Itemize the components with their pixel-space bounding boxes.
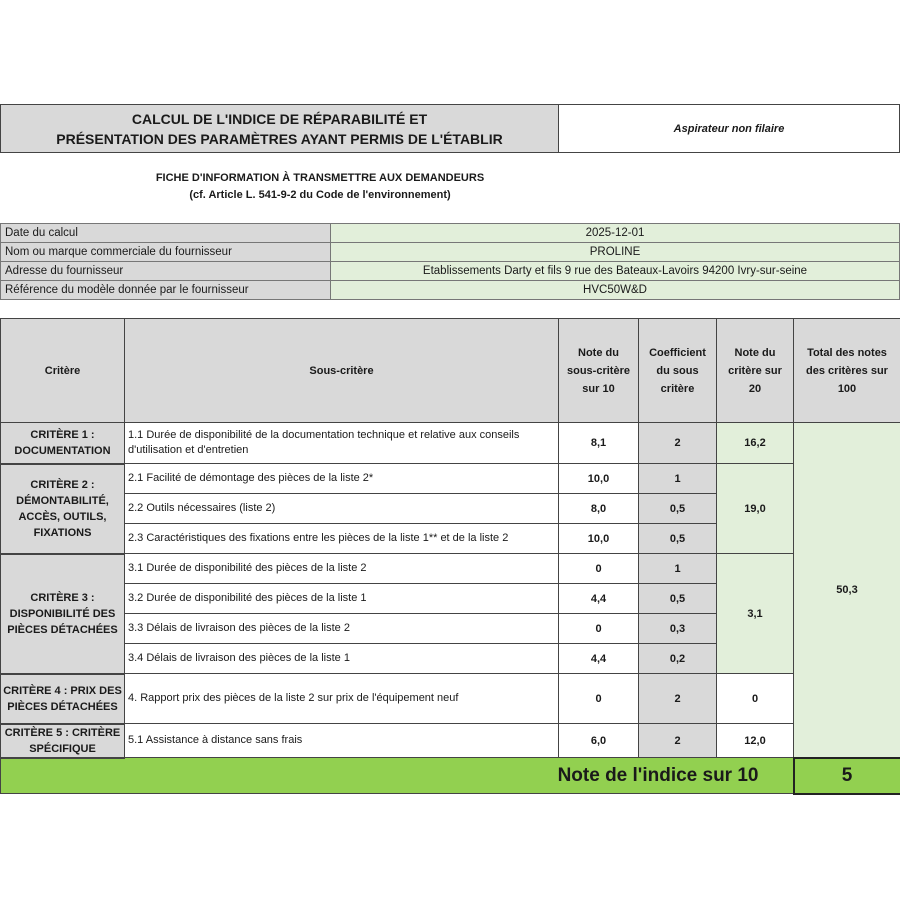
info-value: 2025-12-01 [331,224,900,243]
criterion-name: CRITÈRE 5 : CRITÈRE SPÉCIFIQUE [1,724,125,758]
sub-criterion-coef: 2 [639,674,717,724]
header-table [0,104,900,153]
col-coefficient: Coefficient du sous critère [639,319,717,423]
final-score: 5 [794,758,900,794]
sub-criterion-note: 4,4 [559,644,639,674]
sub-criterion-coef: 1 [639,554,717,584]
sub-criterion-note: 6,0 [559,724,639,758]
sub-criterion-coef: 0,5 [639,584,717,614]
col-note-critere: Note du critère sur 20 [717,319,794,423]
sub-criterion-label: 2.1 Facilité de démontage des pièces de la liste 2* [125,464,559,494]
info-label: Référence du modèle donnée par le fournisseur [1,281,331,300]
col-note-sous-critere: Note du sous-critère sur 10 [559,319,639,423]
fiche-heading [0,170,640,204]
col-critere: Critère [1,319,125,423]
sub-criterion-coef: 2 [639,423,717,464]
product-type: Aspirateur non filaire [559,105,900,153]
info-row [1,243,900,262]
fiche-line-2: (cf. Article L. 541-9-2 du Code de l'environnement) [189,189,451,201]
sub-criterion-label: 5.1 Assistance à distance sans frais [125,724,559,758]
sub-criterion-coef: 2 [639,724,717,758]
table-row [1,464,900,494]
criterion-note: 3,1 [717,554,794,674]
sub-criterion-label: 3.4 Délais de livraison des pièces de la liste 1 [125,644,559,674]
info-row [1,281,900,300]
criterion-name: CRITÈRE 4 : PRIX DES PIÈCES DÉTACHÉES [1,674,125,724]
title-line-1: CALCUL DE L'INDICE DE RÉPARABILITÉ ET [131,110,428,127]
sub-criterion-note: 0 [559,674,639,724]
sub-criterion-label: 3.1 Durée de disponibilité des pièces de la liste 2 [125,554,559,584]
document-title [1,105,559,153]
sub-criterion-coef: 1 [639,464,717,494]
supplier-info-table [0,223,900,300]
final-label: Note de l'indice sur 10 [1,758,794,794]
criterion-note: 16,2 [717,423,794,464]
info-value: Etablissements Darty et fils 9 rue des Bateaux-Lavoirs 94200 Ivry-sur-seine [331,262,900,281]
table-row [1,423,900,464]
criterion-name: CRITÈRE 2 : DÉMONTABILITÉ, ACCÈS, OUTILS, FIXATIONS [1,464,125,554]
sub-criterion-note: 8,1 [559,423,639,464]
info-row [1,224,900,243]
info-value: PROLINE [331,243,900,262]
info-row [1,262,900,281]
criterion-name: CRITÈRE 3 : DISPONIBILITÉ DES PIÈCES DÉTACHÉES [1,554,125,674]
sub-criterion-note: 0 [559,614,639,644]
criterion-note: 0 [717,674,794,724]
col-total: Total des notes des critères sur 100 [794,319,900,423]
sub-criterion-note: 8,0 [559,494,639,524]
sub-criterion-note: 10,0 [559,464,639,494]
info-value: HVC50W&D [331,281,900,300]
final-row [1,758,900,794]
table-row [1,724,900,758]
sub-criterion-note: 4,4 [559,584,639,614]
total-score: 50,3 [794,423,900,758]
col-sous-critere: Sous-critère [125,319,559,423]
title-line-2: PRÉSENTATION DES PARAMÈTRES AYANT PERMIS DE L'ÉTABLIR [56,130,503,147]
sub-criterion-coef: 0,5 [639,524,717,554]
sub-criterion-coef: 0,2 [639,644,717,674]
info-label: Nom ou marque commerciale du fournisseur [1,243,331,262]
criterion-note: 12,0 [717,724,794,758]
sub-criterion-note: 10,0 [559,524,639,554]
sub-criterion-note: 0 [559,554,639,584]
sub-criterion-coef: 0,5 [639,494,717,524]
table-row [1,554,900,584]
sub-criterion-label: 3.3 Délais de livraison des pièces de la liste 2 [125,614,559,644]
header-row [1,319,900,423]
sub-criterion-label: 3.2 Durée de disponibilité des pièces de la liste 1 [125,584,559,614]
fiche-line-1: FICHE D'INFORMATION À TRANSMETTRE AUX DEMANDEURS [155,172,485,184]
sub-criterion-coef: 0,3 [639,614,717,644]
info-label: Adresse du fournisseur [1,262,331,281]
sub-criterion-label: 2.2 Outils nécessaires (liste 2) [125,494,559,524]
criterion-name: CRITÈRE 1 : DOCUMENTATION [1,423,125,464]
info-label: Date du calcul [1,224,331,243]
sub-criterion-label: 4. Rapport prix des pièces de la liste 2 sur prix de l'équipement neuf [125,674,559,724]
sub-criterion-label: 1.1 Durée de disponibilité de la documentation technique et relative aux conseils d'utilisation et d'entretien [125,423,559,464]
sub-criterion-label: 2.3 Caractéristiques des fixations entre les pièces de la liste 1** et de la liste 2 [125,524,559,554]
criterion-note: 19,0 [717,464,794,554]
table-row [1,674,900,724]
scores-table [0,318,900,795]
